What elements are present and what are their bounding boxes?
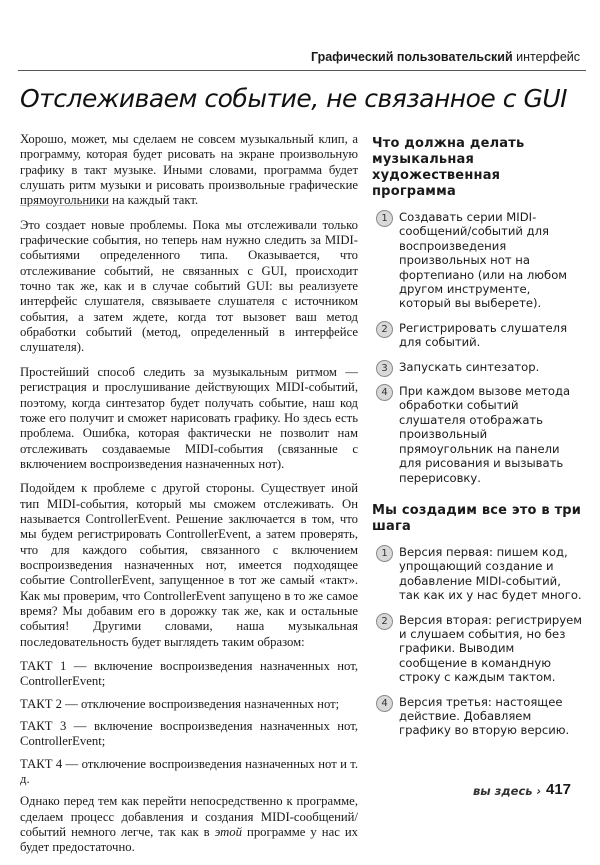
- list-item: 4 При каждом вызове метода обработки событий слушателя отображать произвольный прямоугольник на панели для рисования и вызывать перерисовку.: [372, 384, 584, 485]
- running-header-bold: Графический пользовательский: [310, 50, 513, 64]
- page-title: Отслеживаем событие, не связанное с GUI: [20, 84, 567, 113]
- step-number-badge: 2: [376, 613, 393, 630]
- list-item: 3 Запускать синтезатор.: [372, 360, 584, 374]
- list-item: 2 Версия вторая: регистрируем и слушаем события, но без графики. Выводим сообщение в командную строку с каждым тактом.: [372, 613, 584, 685]
- running-header: [311, 50, 580, 64]
- steps-list: [372, 545, 584, 738]
- page-number: 417: [546, 781, 572, 798]
- running-header-normal: интерфейс: [516, 50, 580, 64]
- paragraph-intro: Хорошо, может, мы сделаем не совсем музыкальный клип, а программу, которая будет рисовать на экране произвольную графику в такт музыке. Иными словами, программа будет слушать ритм музыки и рисовать произвольные графические прямоугольники на каждый такт.: [20, 132, 358, 208]
- step-number-badge: 2: [376, 321, 393, 338]
- paragraph-problems: Это создает новые проблемы. Пока мы отслеживали только графические события, но теперь нам нужно следить за MIDI-событиями определенного типа. Оказывается, что отслеживание событий, не связанных с GUI, происходит точно так же, как и в случае событий GUI: вы реализуете интерфейс слушателя, связываете слушателя с источником события, а затем ждете, когда тот вызовет ваш метод обработки событий (метод, определенный в интерфейсе слушателя).: [20, 217, 358, 355]
- step-number-badge: 4: [376, 384, 393, 401]
- list-item: 2 Регистрировать слушателя для событий.: [372, 321, 584, 350]
- paragraph-simplest-way: Простейший способ следить за музыкальным ритмом — регистрация и прослушивание действующих MIDI-событий, поэтому, когда синтезатор будет получать событие, наш код тоже его получит и сможет нарисовать графику. Но здесь есть проблема. Ошибка, которая фактически не позволит нам отслеживать создаваемые MIDI-события (связанные с включением воспроизведения назначенных нот).: [20, 364, 358, 471]
- task-list: [372, 210, 584, 485]
- paragraph-closing: Однако перед тем как перейти непосредственно к программе, сделаем процесс добавления и создания MIDI-сообщений/событий немного легче, так как в этой программе у нас их будет предостаточно.: [20, 794, 359, 855]
- step-number-badge: 3: [376, 360, 393, 377]
- list-item: 1 Создавать серии MIDI-сообщений/событий для воспроизведения произвольных нот на фортепиано (или на любом другом инструменте, который вы выберете).: [372, 210, 584, 311]
- sidebar-heading-tasks: Что должна делать музыкальная художественная программа: [372, 136, 525, 199]
- takt-line-4: ТАКТ 4 — отключение воспроизведения назначенных нот и т. д.: [20, 756, 358, 787]
- sidebar-heading-steps: Мы создадим все это в три шага: [372, 502, 582, 534]
- main-column: [20, 132, 358, 865]
- header-divider: [18, 70, 586, 71]
- list-item: 1 Версия первая: пишем код, упрощающий создание и добавление MIDI-событий, так как их у нас будет много.: [372, 545, 584, 603]
- step-number-badge: 4: [376, 695, 393, 712]
- step-number-badge: 1: [376, 210, 393, 227]
- sidebar: [372, 136, 584, 748]
- takt-line-1: ТАКТ 1 — включение воспроизведения назначенных нот, ControllerEvent;: [20, 659, 358, 689]
- list-item: 4 Версия третья: настоящее действие. Добавляем графику во вторую версию.: [372, 695, 584, 738]
- takt-line-2: ТАКТ 2 — отключение воспроизведения назначенных нот;: [20, 696, 340, 711]
- step-number-badge: 1: [376, 545, 393, 562]
- paragraph-controller-event: Подойдем к проблеме с другой стороны. Существует иной тип MIDI-события, который мы сможем отслеживать. Он называется ControllerEvent. Решение заключается в том, что мы будем регистрировать ControllerEvent, а затем проверять, что для каждого события, связанного с включением воспроизведения назначенных нот, имеется подходящее событие ControllerEvent, запущенное в тот же самый «такт». Как мы проверим, что ControllerEvent запущено в то же самое время? Мы добавим его в дорожку так же, как и остальные события! Другими словами, наша музыкальная последовательность будет выглядеть таким образом:: [20, 481, 358, 649]
- you-are-here-marker: вы здесь ›: [473, 784, 542, 798]
- takt-line-3: ТАКТ 3 — включение воспроизведения назначенных нот, ControllerEvent;: [20, 719, 358, 749]
